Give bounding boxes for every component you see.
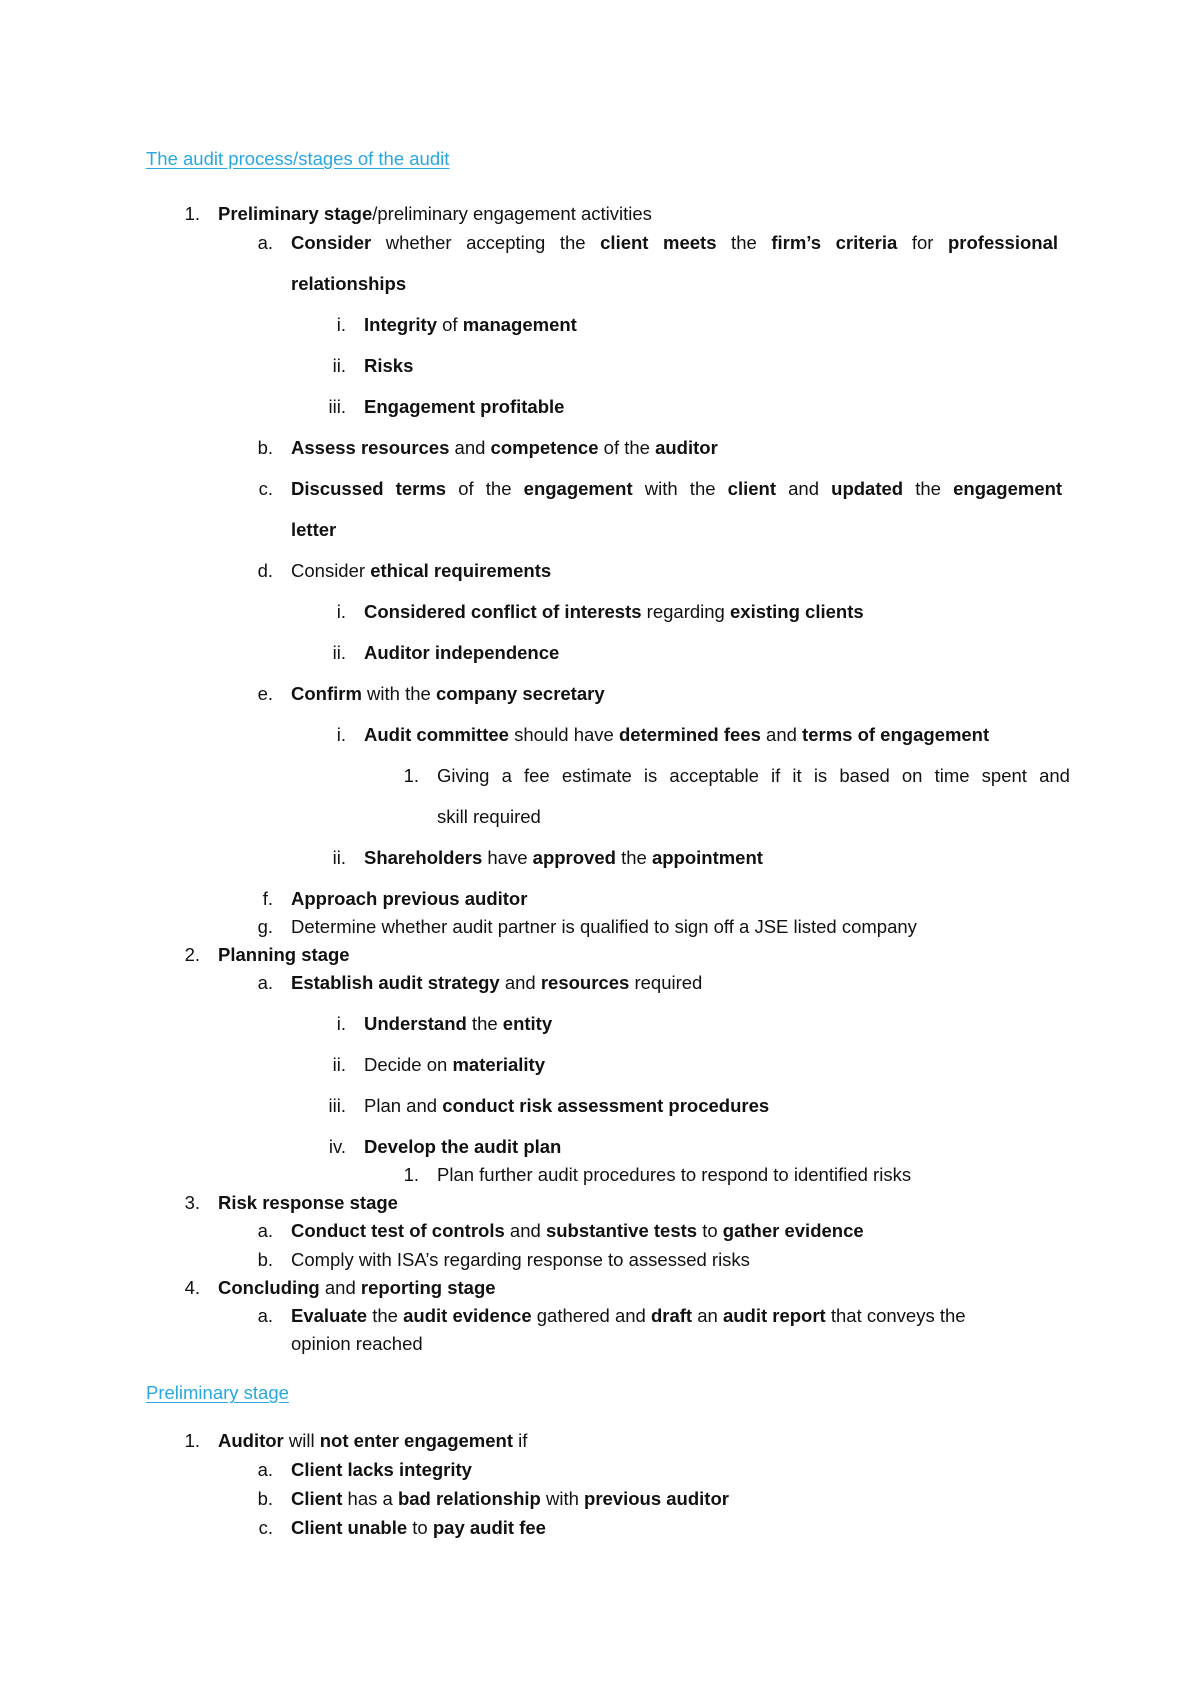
list-marker: 1. bbox=[403, 765, 419, 786]
list-item-text bbox=[218, 944, 350, 966]
list-marker: f. bbox=[262, 888, 273, 909]
list-marker: a. bbox=[257, 1220, 273, 1241]
bold-text: conduct risk assessment procedures bbox=[442, 1095, 770, 1116]
bold-text: Shareholders bbox=[364, 847, 483, 868]
text: Consider bbox=[291, 560, 371, 581]
text: with the bbox=[632, 478, 728, 499]
bold-text: substantive tests bbox=[545, 1220, 698, 1241]
text: the bbox=[716, 232, 772, 253]
bold-text: existing clients bbox=[730, 601, 864, 622]
text: opinion reached bbox=[291, 1333, 423, 1354]
text: the bbox=[903, 478, 954, 499]
list-item-text bbox=[218, 1277, 496, 1299]
bold-text: Integrity bbox=[364, 314, 437, 335]
bold-text: previous auditor bbox=[584, 1488, 729, 1509]
list-marker: ii. bbox=[332, 1054, 346, 1075]
list-marker: d. bbox=[257, 560, 273, 581]
list-item-text bbox=[291, 1305, 966, 1327]
list-marker: 1. bbox=[184, 1430, 200, 1451]
bold-text: not enter engagement bbox=[319, 1430, 513, 1451]
bold-text: Confirm bbox=[291, 683, 362, 704]
section-heading-audit-process: The audit process/stages of the audit bbox=[146, 148, 450, 169]
bold-text: audit evidence bbox=[403, 1305, 532, 1326]
text: gathered and bbox=[531, 1305, 651, 1326]
bold-text: letter bbox=[291, 519, 337, 540]
bold-text: Consider bbox=[291, 232, 372, 253]
text: with bbox=[540, 1488, 585, 1509]
text: and bbox=[449, 437, 491, 458]
text: should have bbox=[508, 724, 619, 745]
list-marker: 2. bbox=[184, 944, 200, 965]
bold-text: draft bbox=[650, 1305, 693, 1326]
bold-text: engagement bbox=[523, 478, 633, 499]
text: regarding bbox=[641, 601, 730, 622]
bold-text: Understand bbox=[364, 1013, 467, 1034]
list-item-text bbox=[291, 683, 605, 705]
list-item-text bbox=[364, 1013, 552, 1035]
text: and bbox=[504, 1220, 546, 1241]
bold-text: terms of engagement bbox=[802, 724, 990, 745]
list-marker: a. bbox=[257, 972, 273, 993]
bold-text: client meets bbox=[600, 232, 717, 253]
text: Giving a fee estimate is acceptable if it is based on time spent and bbox=[437, 765, 1070, 786]
bold-text: entity bbox=[502, 1013, 553, 1034]
list-item-text bbox=[437, 806, 541, 828]
bold-text: company secretary bbox=[435, 683, 605, 704]
bold-text: Conduct test of controls bbox=[291, 1220, 505, 1241]
list-marker: iii. bbox=[328, 1095, 346, 1116]
list-marker: i. bbox=[336, 1013, 346, 1034]
list-item-text bbox=[291, 888, 527, 910]
list-item-text bbox=[364, 847, 763, 869]
text: to bbox=[407, 1517, 433, 1538]
bold-text: Discussed terms bbox=[291, 478, 447, 499]
bold-text: Engagement profitable bbox=[364, 396, 565, 417]
list-marker: i. bbox=[336, 724, 346, 745]
list-marker: 1. bbox=[184, 203, 200, 224]
text: required bbox=[629, 972, 703, 993]
bold-text: Planning stage bbox=[218, 944, 350, 965]
bold-text: Assess resources bbox=[291, 437, 450, 458]
list-item-text bbox=[291, 437, 718, 459]
bold-text: Client bbox=[291, 1488, 343, 1509]
list-item-text bbox=[291, 478, 1062, 500]
bold-text: Preliminary stage bbox=[218, 203, 373, 224]
list-marker: ii. bbox=[332, 847, 346, 868]
list-marker: ii. bbox=[332, 355, 346, 376]
list-marker: 3. bbox=[184, 1192, 200, 1213]
list-item-text bbox=[364, 1095, 769, 1117]
bold-text: Auditor bbox=[218, 1430, 284, 1451]
list-item-text bbox=[291, 916, 917, 938]
text: will bbox=[283, 1430, 320, 1451]
list-item-text bbox=[364, 396, 564, 418]
bold-text: gather evidence bbox=[722, 1220, 864, 1241]
bold-text: Approach previous auditor bbox=[291, 888, 528, 909]
text: if bbox=[513, 1430, 528, 1451]
list-item-text bbox=[364, 601, 864, 623]
bold-text: professional bbox=[948, 232, 1058, 253]
list-marker: a. bbox=[257, 1305, 273, 1326]
list-marker: c. bbox=[258, 1517, 273, 1538]
list-item-text bbox=[364, 355, 413, 377]
list-marker: 4. bbox=[184, 1277, 200, 1298]
list-item-text bbox=[291, 1459, 472, 1481]
bold-text: updated bbox=[831, 478, 904, 499]
bold-text: pay audit fee bbox=[432, 1517, 546, 1538]
text: with the bbox=[361, 683, 436, 704]
list-marker: a. bbox=[257, 1459, 273, 1480]
text: has a bbox=[342, 1488, 398, 1509]
list-item-text bbox=[291, 1488, 729, 1510]
bold-text: reporting stage bbox=[360, 1277, 496, 1298]
text: skill required bbox=[437, 806, 541, 827]
bold-text: determined fees bbox=[619, 724, 761, 745]
list-item-text bbox=[291, 232, 1058, 254]
list-marker: iii. bbox=[328, 396, 346, 417]
bold-text: Develop the audit plan bbox=[364, 1136, 562, 1157]
text: and bbox=[776, 478, 832, 499]
bold-text: Auditor independence bbox=[364, 642, 560, 663]
bold-text: auditor bbox=[655, 437, 718, 458]
list-item-text bbox=[364, 724, 989, 746]
list-marker: b. bbox=[257, 1488, 273, 1509]
bold-text: Audit committee bbox=[364, 724, 509, 745]
text: Plan and bbox=[364, 1095, 443, 1116]
text: Comply with ISA’s regarding response to assessed risks bbox=[291, 1249, 750, 1270]
list-item-text bbox=[364, 1136, 561, 1158]
list-marker: b. bbox=[257, 1249, 273, 1270]
bold-text: materiality bbox=[452, 1054, 545, 1075]
bold-text: Client lacks integrity bbox=[291, 1459, 472, 1480]
text: whether accepting the bbox=[371, 232, 601, 253]
list-marker: i. bbox=[336, 601, 346, 622]
text: of the bbox=[446, 478, 524, 499]
section-heading-preliminary-stage: Preliminary stage bbox=[146, 1382, 289, 1403]
bold-text: management bbox=[462, 314, 577, 335]
bold-text: Client unable bbox=[291, 1517, 408, 1538]
list-marker: e. bbox=[257, 683, 273, 704]
bold-text: approved bbox=[532, 847, 616, 868]
list-marker: c. bbox=[258, 478, 273, 499]
list-item-text bbox=[291, 560, 551, 582]
bold-text: Evaluate bbox=[291, 1305, 368, 1326]
list-item-text bbox=[218, 1430, 527, 1452]
list-item-text bbox=[291, 1249, 750, 1271]
text: Plan further audit procedures to respond to identified risks bbox=[437, 1164, 912, 1185]
text: and bbox=[319, 1277, 361, 1298]
list-item-text bbox=[364, 642, 559, 664]
text: of bbox=[436, 314, 463, 335]
bold-text: Risk response stage bbox=[218, 1192, 398, 1213]
bold-text: engagement bbox=[953, 478, 1063, 499]
list-item-text bbox=[291, 1220, 864, 1242]
text: and bbox=[499, 972, 541, 993]
list-item-text bbox=[437, 1164, 911, 1186]
text: and bbox=[760, 724, 803, 745]
list-item-text bbox=[291, 273, 406, 295]
bold-text: client bbox=[727, 478, 776, 499]
text: have bbox=[482, 847, 533, 868]
text: that conveys the bbox=[825, 1305, 966, 1326]
bold-text: relationships bbox=[291, 273, 407, 294]
list-marker: i. bbox=[336, 314, 346, 335]
bold-text: bad relationship bbox=[397, 1488, 541, 1509]
text: the bbox=[367, 1305, 404, 1326]
text: /preliminary engagement activities bbox=[372, 203, 652, 224]
list-marker: 1. bbox=[403, 1164, 419, 1185]
bold-text: Establish audit strategy bbox=[291, 972, 500, 993]
text: an bbox=[692, 1305, 723, 1326]
list-item-text bbox=[364, 314, 577, 336]
list-item-text bbox=[291, 519, 336, 541]
list-item-text bbox=[291, 972, 702, 994]
bold-text: Concluding bbox=[218, 1277, 320, 1298]
bold-text: Risks bbox=[364, 355, 414, 376]
list-marker: g. bbox=[257, 916, 273, 937]
text: Determine whether audit partner is qualified to sign off a JSE listed company bbox=[291, 916, 917, 937]
text: the bbox=[466, 1013, 503, 1034]
bold-text: competence bbox=[490, 437, 599, 458]
list-item-text bbox=[218, 203, 652, 225]
bold-text: Considered conflict of interests bbox=[364, 601, 642, 622]
list-marker: iv. bbox=[328, 1136, 346, 1157]
list-marker: ii. bbox=[332, 642, 346, 663]
list-item-text bbox=[291, 1517, 546, 1539]
bold-text: appointment bbox=[651, 847, 763, 868]
bold-text: firm’s criteria bbox=[771, 232, 898, 253]
text: to bbox=[697, 1220, 723, 1241]
text: the bbox=[615, 847, 652, 868]
text: of the bbox=[598, 437, 656, 458]
bold-text: resources bbox=[540, 972, 630, 993]
list-marker: b. bbox=[257, 437, 273, 458]
list-item-text bbox=[291, 1333, 423, 1355]
bold-text: ethical requirements bbox=[370, 560, 552, 581]
list-item-text bbox=[218, 1192, 398, 1214]
list-item-text bbox=[437, 765, 1070, 787]
list-item-text bbox=[364, 1054, 545, 1076]
text: Decide on bbox=[364, 1054, 453, 1075]
bold-text: audit report bbox=[722, 1305, 826, 1326]
list-marker: a. bbox=[257, 232, 273, 253]
text: for bbox=[897, 232, 948, 253]
